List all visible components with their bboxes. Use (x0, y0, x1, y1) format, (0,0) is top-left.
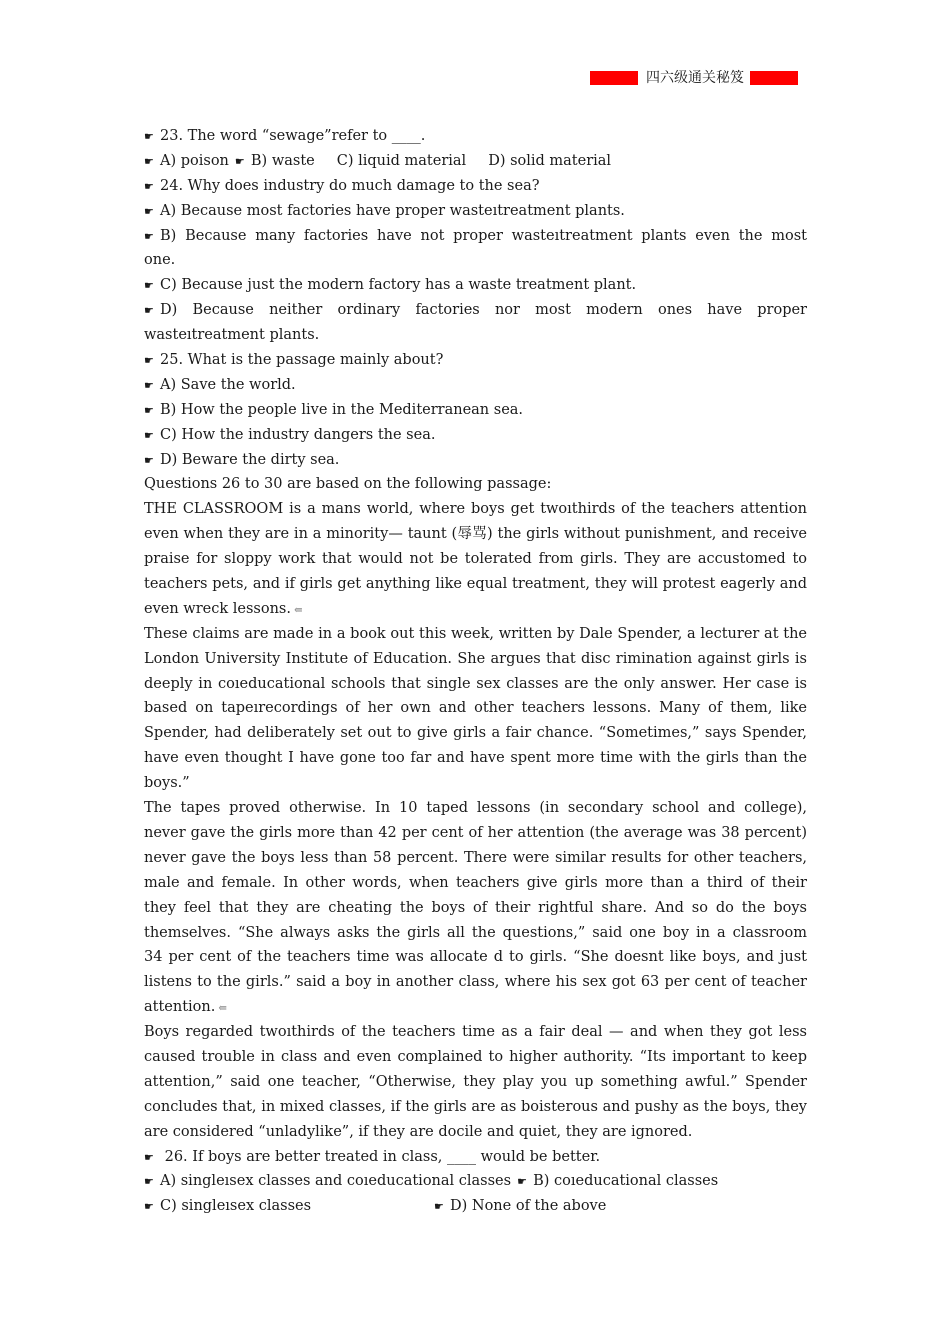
text-line (144, 622, 807, 647)
paragraph-mark-icon: ⇚ (215, 1003, 227, 1015)
line-text: B) Because many factories have not proper wasteıtreatment plants even the most (160, 227, 807, 244)
text-line (144, 871, 807, 896)
hand-pointer-icon: ☛ (144, 1200, 154, 1214)
line-text: teachers pets, and if girls get anything like equal treatment, they will protest eagerly and (144, 576, 807, 593)
hand-pointer-icon: ☛ (144, 179, 154, 193)
line-text: B) coıeducational classes (533, 1173, 719, 1190)
text-line (144, 1095, 807, 1120)
hand-pointer-icon: ☛ (144, 130, 154, 143)
line-text: they feel that they are cheating the boys of their rightful share. And so do the boys (144, 899, 807, 916)
text-line (144, 398, 807, 423)
text-line (144, 1169, 807, 1194)
hand-pointer-icon: ☛ (144, 229, 154, 243)
text-line (144, 796, 807, 821)
text-line (144, 423, 807, 448)
line-text: boys.” (144, 775, 190, 792)
text-line (144, 995, 807, 1020)
line-text: even wreck lessons. (144, 600, 291, 617)
line-text: 23. The word “sewage”refer to ____. (160, 128, 426, 144)
line-text: D) Because neither ordinary factories nor most modern ones have proper (160, 302, 807, 319)
text-line (144, 174, 807, 199)
hand-pointer-icon: ☛ (144, 1175, 154, 1189)
line-text: even when they are in a minority— taunt (辱骂) the girls without punishment, and receive (144, 526, 807, 543)
line-text: C) singleısex classes (160, 1198, 312, 1215)
hand-pointer-icon: ☛ (517, 1175, 527, 1189)
line-text: male and female. In other words, when teachers give girls more than a third of their (144, 874, 807, 891)
hand-pointer-icon: ☛ (144, 428, 154, 442)
hand-pointer-icon: ☛ (144, 204, 154, 218)
line-text: THE CLASSROOM is a mans world, where boys get twoıthirds of the teachers attention (144, 501, 807, 518)
text-line (144, 248, 807, 273)
hand-pointer-icon: ☛ (144, 1150, 154, 1164)
text-line (144, 1020, 807, 1045)
text-line (144, 1145, 807, 1170)
line-text: D) solid material (488, 152, 612, 169)
line-text: A) Save the world. (160, 376, 296, 393)
paragraph-mark-icon: ⇚ (290, 604, 303, 616)
hand-pointer-icon: ☛ (144, 354, 154, 368)
line-text: C) liquid material (336, 152, 467, 169)
text-line (144, 721, 807, 746)
text-line (144, 597, 807, 622)
hand-pointer-icon: ☛ (144, 304, 154, 318)
line-text: attention,” said one teacher, “Otherwise, they play you up something awful.” Spender (144, 1073, 807, 1090)
hand-pointer-icon: ☛ (144, 279, 154, 293)
hand-pointer-icon: ☛ (434, 1200, 444, 1214)
text-line (144, 1045, 807, 1070)
line-text: D) None of the above (450, 1198, 607, 1215)
header-red-bar-right (750, 71, 798, 85)
text-line (144, 472, 807, 497)
text-line (144, 547, 807, 572)
text-line (144, 448, 807, 473)
line-text: one. (144, 252, 176, 269)
hand-pointer-icon: ☛ (144, 453, 154, 467)
text-line (144, 821, 807, 846)
line-text: A) singleısex classes and coıeducational classes (160, 1173, 512, 1190)
line-text: A) poison (160, 152, 229, 169)
line-text: Questions 26 to 30 are based on the following passage: (144, 476, 552, 493)
line-text: caused trouble in class and even complained to higher authority. “Its important to keep (144, 1048, 807, 1065)
line-text: B) How the people live in the Mediterranean sea. (160, 401, 524, 418)
text-line (144, 273, 807, 298)
line-text: 24. Why does industry do much damage to the sea? (160, 177, 540, 194)
text-line (144, 672, 807, 697)
line-text: praise for sloppy work that would not be tolerated from girls. They are accustomed to (144, 551, 807, 568)
line-text: wasteıtreatment plants. (144, 327, 320, 344)
line-text: concludes that, in mixed classes, if the girls are as boisterous and pushy as the boys, they (144, 1098, 807, 1115)
line-text: themselves. “She always asks the girls all the questions,” said one boy in a classroom (144, 924, 807, 941)
hand-pointer-icon: ☛ (144, 378, 154, 392)
line-text: A) Because most factories have proper wasteıtreatment plants. (160, 202, 625, 219)
hand-pointer-icon: ☛ (144, 403, 154, 417)
text-line (144, 896, 807, 921)
page-header (590, 68, 800, 88)
line-text: never gave the girls more than 42 per cent of her attention (the average was 38 percent) (144, 824, 807, 841)
hand-pointer-icon: ☛ (234, 154, 245, 168)
line-text: have even thought I have gone too far and have spent more time with the girls than the (144, 750, 807, 767)
line-text: 25. What is the passage mainly about? (160, 352, 444, 369)
line-text: These claims are made in a book out this week, written by Dale Spender, a lecturer at the (144, 625, 807, 642)
text-line (144, 199, 807, 224)
text-line (144, 572, 807, 597)
line-text: based on tapeırecordings of her own and other teachers lessons. Many of them, like (144, 700, 807, 717)
line-text: C) How the industry dangers the sea. (160, 426, 436, 443)
text-line (144, 373, 807, 398)
text-line (144, 921, 807, 946)
text-line (144, 945, 807, 970)
line-text: are considered “unladylike”, if they are docile and quiet, they are ignored. (144, 1123, 693, 1140)
text-line (144, 348, 807, 373)
line-text: London University Institute of Education. She argues that disc rimination against girls is (144, 650, 807, 667)
line-text: never gave the boys less than 58 percent. There were similar results for other teachers, (144, 849, 807, 866)
line-text: Spender, had deliberately set out to give girls a fair chance. “Sometimes,” says Spender, (144, 725, 807, 742)
text-line (144, 497, 807, 522)
text-line (144, 970, 807, 995)
text-line (144, 124, 807, 149)
text-line (144, 1194, 807, 1219)
text-line (144, 771, 807, 796)
text-line (144, 149, 807, 174)
text-line (144, 522, 807, 547)
line-text: deeply in coıeducational schools that single sex classes are the only answer. Her case is (144, 675, 807, 692)
line-text: B) waste (250, 152, 315, 169)
text-line (144, 323, 807, 348)
line-text: Boys regarded twoıthirds of the teachers time as a fair deal — and when they got less (144, 1024, 807, 1041)
text-line (144, 746, 807, 771)
text-line (144, 224, 807, 249)
text-line (144, 647, 807, 672)
line-text: C) Because just the modern factory has a waste treatment plant. (160, 277, 637, 294)
line-text: 34 per cent of the teachers time was allocate d to girls. “She doesnt like boys, and just (144, 949, 807, 966)
line-text: The tapes proved otherwise. In 10 taped lessons (in secondary school and college), (144, 800, 807, 817)
line-text: listens to the girls.” said a boy in another class, where his sex got 63 per cent of teacher (144, 974, 807, 991)
line-text: attention. (144, 999, 216, 1016)
hand-pointer-icon: ☛ (144, 154, 154, 168)
header-red-bar-left (590, 71, 638, 85)
header-title: 四六级通关秘笈 (646, 70, 744, 86)
document-body (144, 124, 807, 1219)
line-text: D) Beware the dirty sea. (160, 451, 340, 468)
text-line (144, 298, 807, 323)
text-line (144, 1070, 807, 1095)
text-line (144, 1120, 807, 1145)
text-line (144, 696, 807, 721)
line-text: 26. If boys are better treated in class, ____ would be better. (160, 1148, 601, 1165)
text-line (144, 846, 807, 871)
